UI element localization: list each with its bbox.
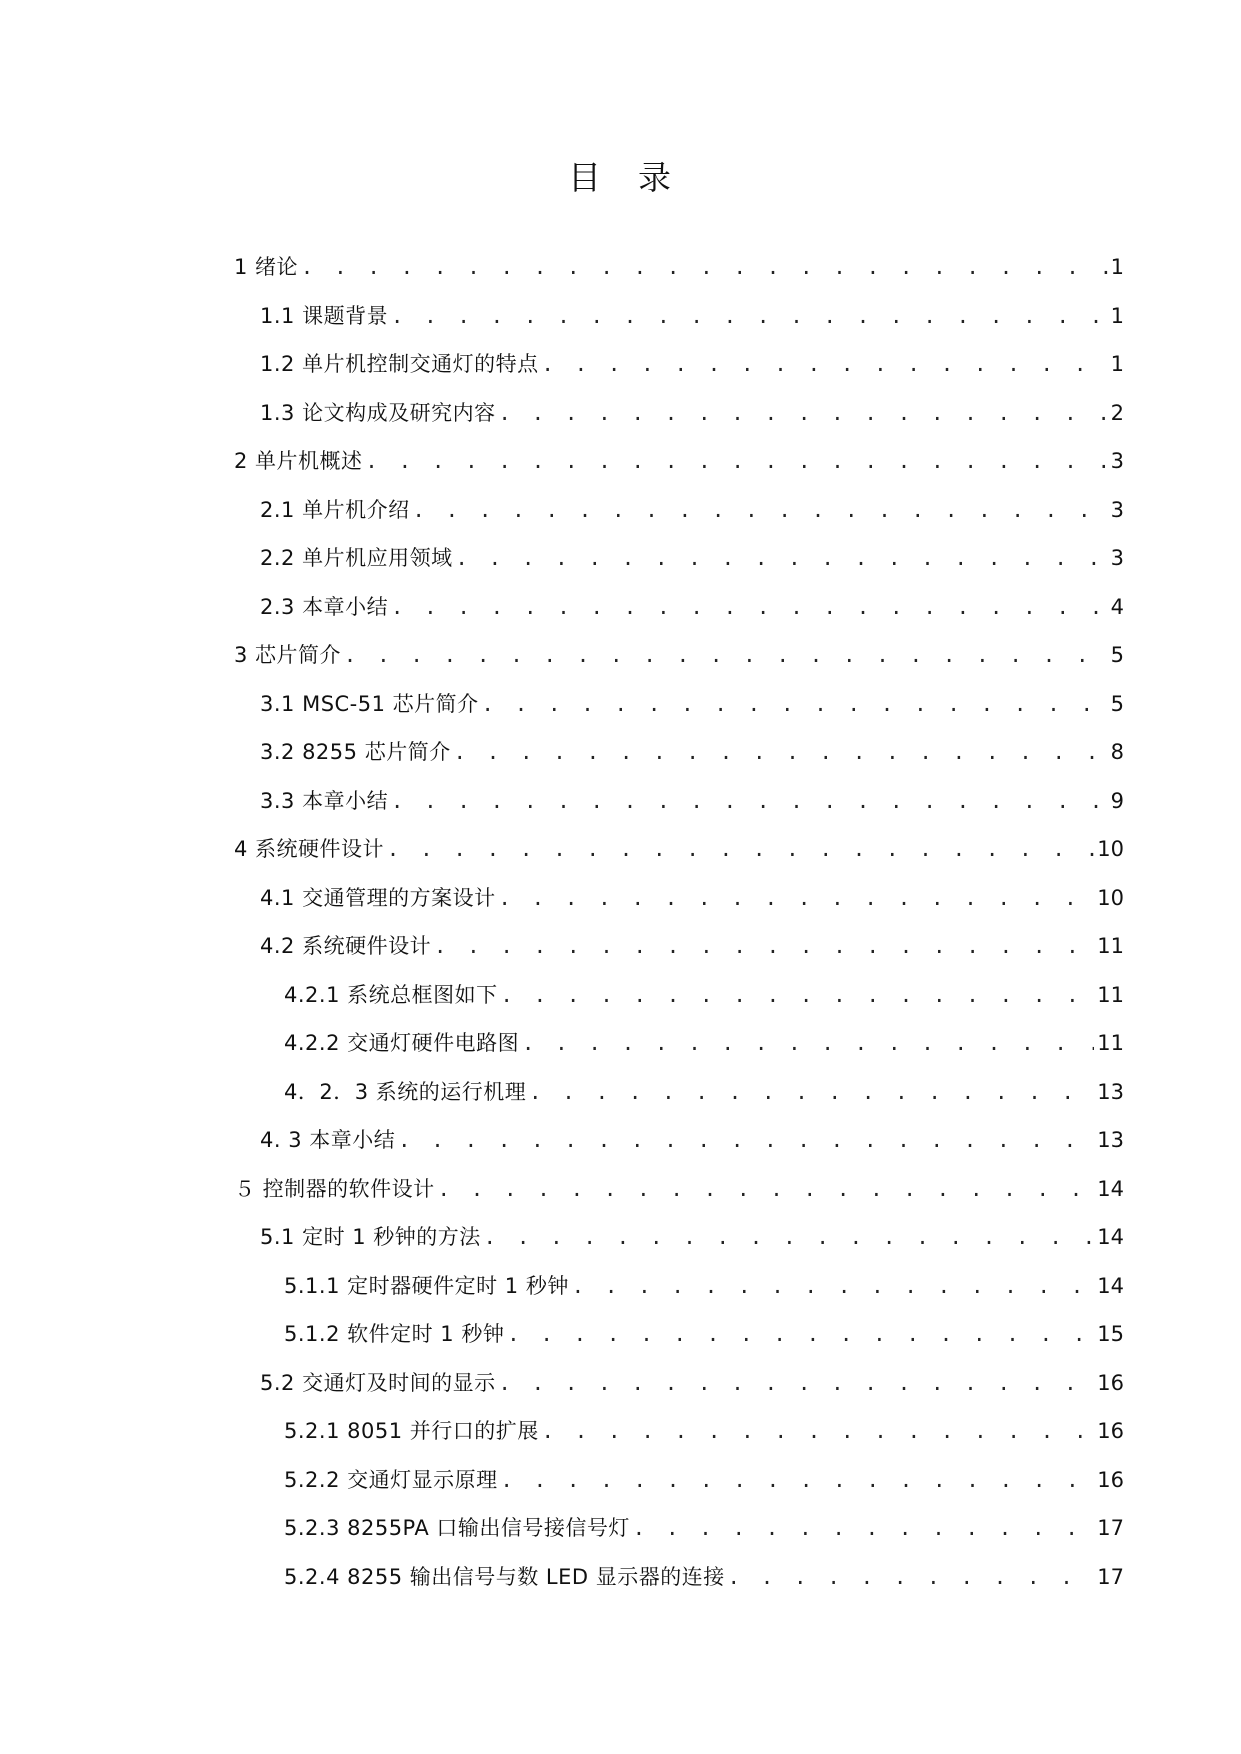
toc-entry[interactable] [284, 1465, 1124, 1495]
toc-entry[interactable] [284, 980, 1124, 1010]
toc-entry-page-number: 4 [1110, 595, 1124, 619]
toc-entry-page-number: 2 [1110, 401, 1124, 425]
dot-leader [482, 689, 1108, 719]
dot-leader [438, 1174, 1095, 1204]
toc-entry-title: 4.1 交通管理的方案设计 [260, 886, 496, 910]
dot-leader [391, 301, 1108, 331]
toc-entry-page-number: 17 [1097, 1565, 1124, 1589]
toc-entry-title: 5.1 定时 1 秒钟的方法 [260, 1225, 481, 1249]
toc-entry-title: 3 芯片简介 [234, 643, 342, 667]
toc-entry[interactable] [260, 786, 1124, 816]
toc-entry-title: 5.1.1 定时器硬件定时 1 秒钟 [284, 1274, 569, 1298]
toc-entry-page-number: 13 [1097, 1128, 1124, 1152]
toc-entry-page-number: 11 [1097, 1031, 1124, 1055]
toc-entry-page-number: 5 [1110, 643, 1124, 667]
toc-entry-title: 4.2.2 交通灯硬件电路图 [284, 1031, 520, 1055]
toc-entry-page-number: 9 [1110, 789, 1124, 813]
toc-entry-page-number: 14 [1097, 1225, 1124, 1249]
dot-leader [499, 398, 1108, 428]
dot-leader [501, 1465, 1095, 1495]
dot-leader [728, 1562, 1095, 1592]
toc-entry-page-number: 3 [1110, 498, 1124, 522]
toc-entry[interactable] [260, 1368, 1124, 1398]
toc-entry-page-number: 5 [1110, 692, 1124, 716]
toc-entry-title: 2.3 本章小结 [260, 595, 389, 619]
toc-entry-title: 5.2.3 8255PA 口输出信号接信号灯 [284, 1516, 630, 1540]
toc-entry[interactable] [260, 349, 1124, 379]
toc-entry-title: 1.3 论文构成及研究内容 [260, 401, 496, 425]
toc-entry-page-number: 1 [1110, 304, 1124, 328]
toc-entry[interactable] [284, 1416, 1124, 1446]
toc-entry-title: 4 系统硬件设计 [234, 837, 385, 861]
toc-entry[interactable] [284, 1562, 1124, 1592]
toc-entry[interactable] [234, 834, 1124, 864]
toc-entry-title: 5.2.4 8255 输出信号与数 LED 显示器的连接 [284, 1565, 725, 1589]
toc-entry[interactable] [260, 689, 1124, 719]
toc-entry[interactable] [284, 1028, 1124, 1058]
toc-entry[interactable] [234, 1174, 1124, 1204]
toc-entry-title: 1 绪论 [234, 255, 299, 279]
dot-leader [398, 1125, 1094, 1155]
toc-entry-page-number: 10 [1097, 886, 1124, 910]
toc-entry-title: 5.2.2 交通灯显示原理 [284, 1468, 498, 1492]
dot-leader [522, 1028, 1094, 1058]
toc-entry[interactable] [260, 495, 1124, 525]
toc-entry-page-number: 8 [1110, 740, 1124, 764]
dot-leader [391, 592, 1108, 622]
toc-entry-title: 2.1 单片机介绍 [260, 498, 410, 522]
dot-leader [499, 1368, 1095, 1398]
toc-entry-page-number: 11 [1097, 983, 1124, 1007]
dot-leader [542, 1416, 1095, 1446]
toc-entry[interactable] [284, 1513, 1124, 1543]
toc-entry[interactable] [260, 1125, 1124, 1155]
dot-leader [484, 1222, 1094, 1252]
toc-entry-title: 2.2 单片机应用领域 [260, 546, 453, 570]
toc-entry-page-number: 14 [1097, 1274, 1124, 1298]
dot-leader [499, 883, 1095, 913]
toc-entry-page-number: 1 [1110, 352, 1124, 376]
toc-entry[interactable] [260, 592, 1124, 622]
dot-leader [413, 495, 1108, 525]
page-title: 目 录 [568, 158, 673, 197]
toc-entry-title: 5.1.2 软件定时 1 秒钟 [284, 1322, 505, 1346]
toc-entry-title: 4. 3 本章小结 [260, 1128, 396, 1152]
toc-entry[interactable] [260, 931, 1124, 961]
toc-entry-title: 1.2 单片机控制交通灯的特点 [260, 352, 539, 376]
toc-entry-title: 4．2．3 系统的运行机理 [284, 1080, 527, 1104]
dot-leader [301, 252, 1108, 282]
dot-leader [507, 1319, 1094, 1349]
toc-entry-title: 1.1 课题背景 [260, 304, 389, 328]
dot-leader [542, 349, 1108, 379]
toc-entry-page-number: 3 [1110, 449, 1124, 473]
toc-entry-page-number: 14 [1097, 1177, 1124, 1201]
dot-leader [501, 980, 1095, 1010]
dot-leader [456, 543, 1108, 573]
toc-entry[interactable] [260, 1222, 1124, 1252]
dot-leader [572, 1271, 1094, 1301]
toc-entry-page-number: 15 [1097, 1322, 1124, 1346]
toc-entry[interactable] [234, 446, 1124, 476]
dot-leader [391, 786, 1108, 816]
toc-entry[interactable] [284, 1271, 1124, 1301]
toc-entry-page-number: 11 [1097, 934, 1124, 958]
dot-leader [529, 1077, 1094, 1107]
toc-entry[interactable] [260, 883, 1124, 913]
toc-entry-page-number: 17 [1097, 1516, 1124, 1540]
toc-entry-title: 5.2 交通灯及时间的显示 [260, 1371, 496, 1395]
toc-entry-page-number: 16 [1097, 1419, 1124, 1443]
toc-entry-title: 5.2.1 8051 并行口的扩展 [284, 1419, 539, 1443]
toc-entry-page-number: 3 [1110, 546, 1124, 570]
toc-entry-title: 4.2 系统硬件设计 [260, 934, 432, 958]
toc-entry[interactable] [260, 398, 1124, 428]
toc-entry-title: 3.3 本章小结 [260, 789, 389, 813]
toc-entry-page-number: 16 [1097, 1468, 1124, 1492]
toc-entry[interactable] [284, 1077, 1124, 1107]
toc-entry[interactable] [260, 543, 1124, 573]
dot-leader [434, 931, 1094, 961]
toc-entry-title: ５ 控制器的软件设计 [234, 1177, 435, 1201]
toc-entry-title: 3.1 MSC-51 芯片简介 [260, 692, 479, 716]
toc-entry-title: 2 单片机概述 [234, 449, 363, 473]
toc-entry[interactable] [260, 737, 1124, 767]
toc-entry-page-number: 1 [1110, 255, 1124, 279]
toc-entry-page-number: 10 [1097, 837, 1124, 861]
toc-entry[interactable] [234, 252, 1124, 282]
toc-entry[interactable] [284, 1319, 1124, 1349]
toc-entry-page-number: 13 [1097, 1080, 1124, 1104]
dot-leader [454, 737, 1108, 767]
toc-entry[interactable] [260, 301, 1124, 331]
dot-leader [366, 446, 1108, 476]
dot-leader [387, 834, 1094, 864]
dot-leader [633, 1513, 1094, 1543]
toc-entry[interactable] [234, 640, 1124, 670]
toc-entry-title: 3.2 8255 芯片简介 [260, 740, 451, 764]
toc-entry-page-number: 16 [1097, 1371, 1124, 1395]
dot-leader [344, 640, 1108, 670]
toc-entry-title: 4.2.1 系统总框图如下 [284, 983, 498, 1007]
